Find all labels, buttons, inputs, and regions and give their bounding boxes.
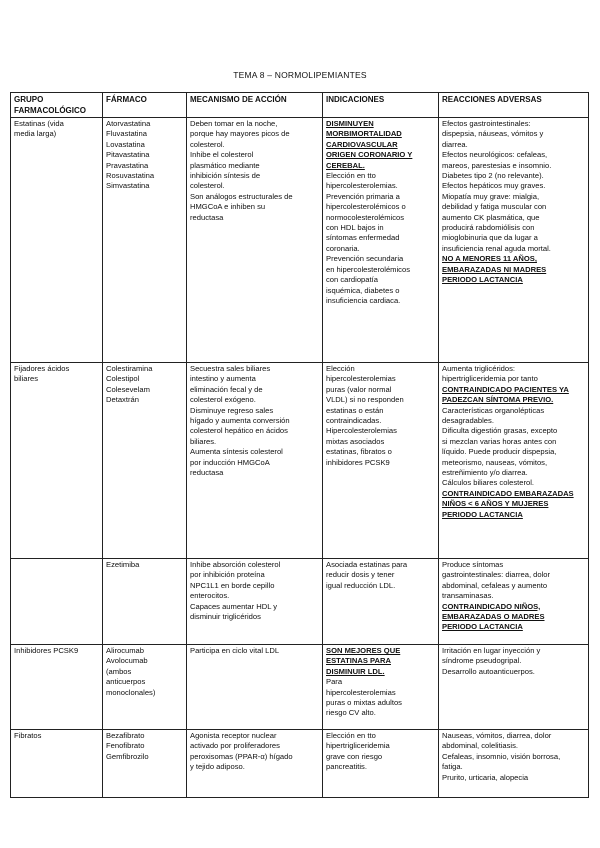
cell-farmaco (103, 118, 187, 363)
cell-text (326, 677, 435, 719)
text-line: eliminación fecal y de (190, 384, 263, 394)
text-line: Prevención primaria a (326, 191, 400, 201)
text-line: PERIODO LACTANCIA (442, 275, 523, 285)
text-line: gastrointestinales: diarrea, dolor (442, 570, 551, 580)
header-indicaciones: INDICACIONES (323, 93, 439, 118)
text-line: hipertrigliceridemia (326, 741, 390, 751)
text-line: VLDL) si no responden (326, 395, 404, 405)
highlight-text (442, 385, 585, 406)
highlight-text (326, 119, 435, 171)
text-line: reductasa (190, 468, 224, 478)
text-line: estatinas o están (326, 405, 384, 415)
cell-grupo (11, 645, 103, 730)
text-line: activado por proliferadores (190, 741, 280, 751)
highlight-text (442, 602, 585, 633)
header-reacciones: REACCIONES ADVERSAS (439, 93, 589, 118)
table-row (11, 118, 589, 363)
text-line: inhibición síntesis de (190, 171, 261, 181)
text-line: Colestipol (106, 374, 140, 384)
text-line: Fluvastatina (106, 129, 147, 139)
drug-table (10, 92, 589, 798)
cell-text (326, 171, 435, 306)
text-line: Gemfibrozilo (106, 751, 149, 761)
cell-mecanismo (187, 645, 323, 730)
text-line: Inhibe el colesterol (190, 150, 254, 160)
text-line: estreñimiento y/o diarrea. (442, 468, 528, 478)
text-line: puras o mixtas adultos (326, 698, 402, 708)
text-line: insuficiencia cardiaca. (326, 295, 401, 305)
text-line: con cardiopatía (326, 275, 378, 285)
cell-text (442, 560, 585, 602)
text-line: Elección en tto (326, 171, 376, 181)
text-line: EMBARAZADAS O MADRES (442, 612, 545, 622)
text-line: debilidad y fatiga muscular con (442, 202, 547, 212)
text-line: plasmático mediante (190, 160, 260, 170)
text-line: Lovastatina (106, 139, 145, 149)
header-row (11, 93, 589, 118)
text-line: contraindicadas. (326, 416, 382, 426)
text-line: Hipercolesterolemias (326, 426, 397, 436)
cell-farmaco (103, 645, 187, 730)
text-line: NO A MENORES 11 AÑOS, (442, 254, 537, 264)
text-line: Elección en tto (326, 731, 376, 740)
text-line: anticuerpos (106, 677, 146, 687)
text-line: Pravastatina (106, 160, 149, 170)
table-row (11, 645, 589, 730)
text-line: ORIGEN CORONARIO Y (326, 150, 413, 160)
cell-indicaciones (323, 645, 439, 730)
text-line: monoclonales) (106, 687, 156, 697)
text-line: PERIODO LACTANCIA (442, 509, 523, 519)
cell-indicaciones (323, 363, 439, 559)
text-line: dispepsia, náuseas, vómitos y (442, 129, 544, 139)
text-line: (ambos (106, 666, 132, 676)
cell-reacciones (439, 645, 589, 730)
text-line: Produce síntomas (442, 560, 504, 569)
text-line: Miopatía muy grave: mialgia, (442, 191, 540, 201)
header-grupo: GRUPO FARMACOLÓGICO (11, 93, 103, 118)
text-line: DISMINUIR LDL. (326, 666, 385, 676)
text-line: enterocitos. (190, 591, 230, 601)
text-line: hígado y aumenta conversión (190, 416, 290, 426)
text-line: Diabetes tipo 2 (no relevante). (442, 171, 544, 181)
text-line: porque hay mayores picos de (190, 129, 290, 139)
cell-reacciones (439, 118, 589, 363)
text-line: CONTRAINDICADO NIÑOS, (442, 601, 541, 611)
text-line: coronaria. (326, 243, 360, 253)
text-line: puras (valor normal (326, 384, 392, 394)
cell-grupo (11, 559, 103, 645)
text-line: media larga) (14, 129, 57, 139)
text-line: mixtas asociados (326, 436, 385, 446)
cell-text (442, 364, 585, 385)
text-line: Son análogos estructurales de (190, 191, 293, 201)
table-row (11, 730, 589, 798)
text-line: colesterol hepático en ácidos (190, 426, 288, 436)
text-line: desagradables. (442, 416, 494, 426)
text-line: riesgo CV alto. (326, 708, 376, 718)
text-line: DISMINUYEN (326, 119, 374, 128)
text-line: HMGCoA e inhiben su (190, 202, 266, 212)
text-line: CEREBAL. (326, 160, 365, 170)
text-line: biliares (14, 374, 39, 384)
text-line: hipercolesterolemias. (326, 181, 398, 191)
cell-mecanismo (187, 118, 323, 363)
text-line: mioglobinuria que da lugar a (442, 233, 538, 243)
text-line: Para (326, 677, 343, 687)
text-line: Dificulta digestión grasas, excepto (442, 426, 558, 436)
text-line: peroxisomas (PPAR-α) hígado (190, 751, 293, 761)
text-line: abdominal, colelitiasis. (442, 741, 518, 751)
text-line: abdominal, cefaleas y aumento (442, 580, 548, 590)
cell-mecanismo (187, 730, 323, 798)
cell-farmaco (103, 363, 187, 559)
text-line: síntomas enfermedad (326, 233, 400, 243)
text-line: mareos, parestesias e insomnio. (442, 160, 552, 170)
cell-text (442, 406, 585, 489)
cell-mecanismo (187, 363, 323, 559)
text-line: líquido. Puede producir dispepsia, (442, 447, 557, 457)
text-line: MORBIMORTALIDAD (326, 129, 402, 139)
header-farmaco: FÁRMACO (103, 93, 187, 118)
text-line: Elección (326, 364, 355, 373)
text-line: PERIODO LACTANCIA (442, 622, 523, 632)
text-line: Capaces aumentar HDL y (190, 601, 278, 611)
text-line: inhibidores PCSK9 (326, 457, 390, 467)
cell-text (442, 119, 585, 254)
cell-grupo (11, 363, 103, 559)
cell-indicaciones (323, 559, 439, 645)
text-line: isquémica, diabetes o (326, 285, 400, 295)
text-line: CARDIOVASCULAR (326, 139, 398, 149)
text-line: transaminasas. (442, 591, 494, 601)
highlight-text (442, 489, 585, 520)
cell-reacciones (439, 730, 589, 798)
text-line: Estatinas (vida (14, 119, 64, 128)
text-line: Agonista receptor nuclear (190, 731, 277, 740)
text-line: con HDL bajos in (326, 223, 384, 233)
highlight-text (326, 646, 435, 677)
text-line: reductasa (190, 212, 224, 222)
text-line: Pitavastatina (106, 150, 150, 160)
cell-reacciones (439, 363, 589, 559)
page-title: TEMA 8 – NORMOLIPEMIANTES (233, 70, 367, 80)
text-line: Cálculos biliares colesterol. (442, 478, 535, 488)
text-line: NPC1L1 en borde cepillo (190, 580, 275, 590)
text-line: Simvastatina (106, 181, 150, 191)
text-line: Avolocumab (106, 656, 148, 666)
text-line: por inhibición proteína (190, 570, 265, 580)
text-line: Efectos hepáticos muy graves. (442, 181, 546, 191)
text-line: normocolesterolémicos (326, 212, 405, 222)
text-line: Asociada estatinas para (326, 560, 408, 569)
text-line: y tejido adiposo. (190, 762, 245, 772)
text-line: Fijadores ácidos (14, 364, 70, 373)
text-line: por inducción HMGCoA (190, 457, 270, 467)
text-line: Fenofibrato (106, 741, 145, 751)
text-line: PADEZCAN SÍNTOMA PREVIO. (442, 395, 554, 405)
text-line: Inhibe absorción colesterol (190, 560, 281, 569)
text-line: si mezclan varias horas antes con (442, 436, 557, 446)
text-line: Prevención secundaria (326, 254, 404, 264)
text-line: Desarrollo autoanticuerpos. (442, 666, 535, 676)
text-line: Colestiramina (106, 364, 153, 373)
text-line: Deben tomar en la noche, (190, 119, 278, 128)
text-line: reducir dosis y tener (326, 570, 395, 580)
cell-mecanismo (187, 559, 323, 645)
text-line: intestino y aumenta (190, 374, 256, 384)
text-line: colesterol. (190, 139, 225, 149)
text-line: Aumenta triglicéridos: (442, 364, 516, 373)
text-line: Ezetimiba (106, 560, 140, 569)
cell-farmaco (103, 730, 187, 798)
text-line: insuficiencia renal aguda mortal. (442, 243, 551, 253)
text-line: hipercolesterolémicos o (326, 202, 406, 212)
text-line: síndrome pseudogripal. (442, 656, 522, 666)
cell-grupo (11, 118, 103, 363)
text-line: Colesevelam (106, 384, 150, 394)
text-line: Participa en ciclo vital LDL (190, 646, 280, 655)
text-line: grave con riesgo (326, 751, 383, 761)
text-line: colesterol. (190, 181, 225, 191)
text-line: Inhibidores PCSK9 (14, 646, 79, 655)
text-line: meteorismo, nauseas, vómitos, (442, 457, 548, 467)
cell-reacciones (439, 559, 589, 645)
text-line: hipercolesterolemias (326, 374, 396, 384)
text-line: CONTRAINDICADO EMBARAZADAS (442, 488, 574, 498)
text-line: producirá rabdomiólisis con (442, 223, 535, 233)
text-line: SON MEJORES QUE (326, 646, 401, 655)
cell-farmaco (103, 559, 187, 645)
highlight-text (442, 254, 585, 285)
text-line: Rosuvastatina (106, 171, 155, 181)
text-line: Nauseas, vómitos, diarrea, dolor (442, 731, 552, 740)
cell-grupo (11, 730, 103, 798)
text-line: Aumenta síntesis colesterol (190, 447, 283, 457)
text-line: estatinas, fibratos o (326, 447, 392, 457)
header-mecanismo: MECANISMO DE ACCIÓN (187, 93, 323, 118)
text-line: Efectos gastrointestinales: (442, 119, 531, 128)
text-line: Irritación en lugar inyección y (442, 646, 541, 655)
text-line: Cefaleas, insomnio, visión borrosa, (442, 751, 561, 761)
text-line: colesterol exógeno. (190, 395, 256, 405)
text-line: Alirocumab (106, 646, 144, 655)
text-line: aumento CK plasmática, que (442, 212, 540, 222)
text-line: Atorvastatina (106, 119, 151, 128)
text-line: Características organolépticas (442, 405, 545, 415)
text-line: igual reducción LDL. (326, 580, 396, 590)
table-row (11, 559, 589, 645)
text-line: Fibratos (14, 731, 42, 740)
text-line: CONTRAINDICADO PACIENTES YA (442, 384, 569, 394)
text-line: hipercolesterolemias (326, 687, 396, 697)
text-line: fatiga. (442, 762, 463, 772)
text-line: Secuestra sales biliares (190, 364, 271, 373)
text-line: NIÑOS < 6 AÑOS Y MUJERES (442, 499, 549, 509)
text-line: EMBARAZADAS NI MADRES (442, 264, 547, 274)
text-line: hipertrigliceridemia por tanto (442, 374, 538, 384)
text-line: Bezafibrato (106, 731, 145, 740)
text-line: Prurito, urticaria, alopecia (442, 772, 529, 782)
text-line: disminuir triglicéridos (190, 612, 261, 622)
text-line: Disminuye regreso sales (190, 405, 274, 415)
text-line: en hipercolesterolémicos (326, 264, 410, 274)
table-row (11, 363, 589, 559)
text-line: Efectos neurológicos: cefaleas, (442, 150, 548, 160)
text-line: Detaxtrán (106, 395, 139, 405)
text-line: ESTATINAS PARA (326, 656, 391, 666)
cell-indicaciones (323, 730, 439, 798)
text-line: diarrea. (442, 139, 468, 149)
cell-indicaciones (323, 118, 439, 363)
text-line: pancreatitis. (326, 762, 367, 772)
text-line: biliares. (190, 436, 217, 446)
